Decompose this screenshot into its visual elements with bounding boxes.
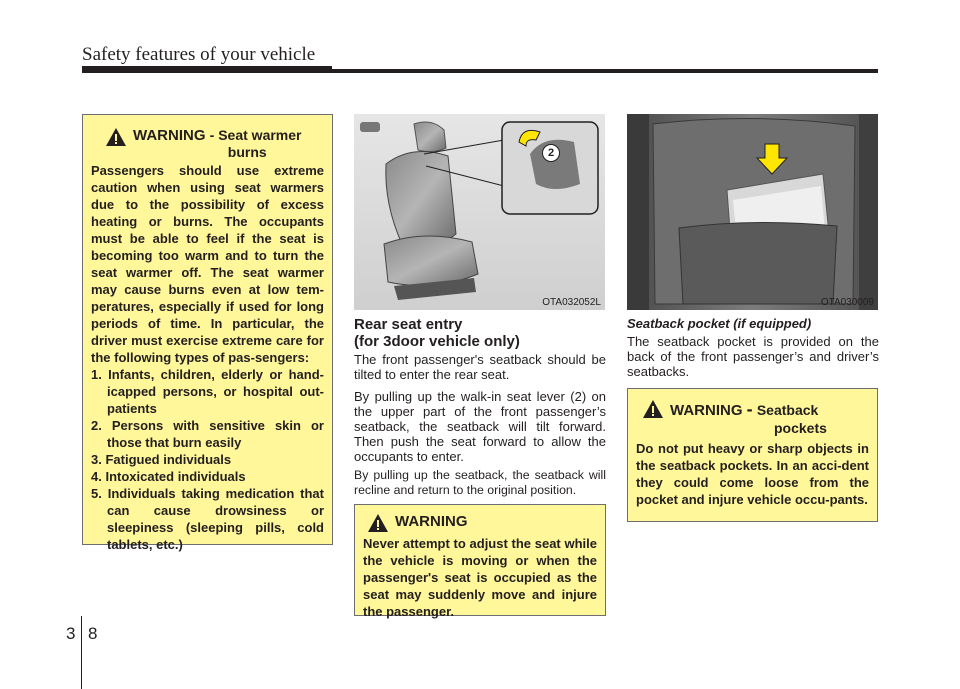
header-rule (82, 69, 878, 73)
warning-label: WARNING (670, 402, 743, 419)
warning-subtitle-line2: burns (227, 144, 267, 160)
page-number-divider (81, 616, 82, 689)
image-caption: OTA032052L (542, 297, 601, 308)
chapter-number: 3 (66, 624, 76, 643)
warning-seat-warmer-box (82, 114, 333, 552)
warning-subtitle-line2: pockets (774, 420, 827, 436)
heading-line1: Rear seat entry (354, 316, 463, 333)
seatback-pocket-para: The seatback pocket is provided on the back of the front passenger’s and driver’s seatbacks. (627, 334, 879, 379)
seatback-pocket-photo (627, 114, 878, 310)
rear-seat-entry-heading (354, 316, 606, 350)
warning-triangle-icon (105, 127, 127, 147)
warning-label: WARNING (395, 513, 468, 530)
warning-seatback-pockets-box (627, 388, 878, 522)
page-number: 8 (88, 624, 98, 643)
list-item: 3. Fatigued individuals (91, 452, 232, 467)
passenger-list (91, 366, 324, 553)
rear-seat-para-2: By pulling up the walk-in seat lever (2) on the upper part of the front passenger’s seatback, the seatback will tilt forward. Then push the seat forward to allow the occupants to enter. (354, 389, 606, 464)
heading-line2: (for 3door vehicle only) (354, 333, 520, 350)
seat-illustration (354, 114, 605, 310)
warning-body: Passengers should use extreme caution when using seat warmers due to the possibility of excess heating or burns. The occupants must be able to feel if the seat is becoming too warm and to turn the seat warmer off. The seat warmer may cause burns even at low tem-peratures, especially if used for long periods of time. In particular, the driver must exercise extreme care for the following types of pas-sengers: (91, 163, 324, 365)
seat-drawing (354, 114, 605, 310)
list-item: 5. Individuals taking medication that can cause drowsiness or sleepiness (sleeping pills, cold tablets, etc.) (91, 486, 324, 552)
warning-label: WARNING (133, 127, 206, 144)
rear-seat-para-1: The front passenger's seatback should be tilted to enter the rear seat. (354, 352, 606, 382)
warning-subtitle: Seatback (756, 402, 819, 418)
warning-pockets-title (642, 399, 869, 436)
rear-seat-para-3: By pulling up the seatback, the seatback will recline and return to the original position. (354, 468, 606, 497)
warning-triangle-icon (367, 513, 389, 533)
page-header-title: Safety features of your vehicle (82, 44, 316, 65)
seatback-pocket-heading: Seatback pocket (if equipped) (627, 316, 812, 331)
warning-triangle-icon (642, 399, 664, 419)
pocket-drawing (627, 114, 878, 310)
list-item: 4. Intoxicated individuals (91, 469, 246, 484)
image-caption: OTA030009 (820, 297, 874, 308)
warning-body: Never attempt to adjust the seat while the vehicle is moving or when the passenger's seat is occupied as the seat may suddenly move and injure the passenger. (363, 536, 597, 619)
warning-body: Do not put heavy or sharp objects in the seatback pockets. In an acci-dent they could come loose from the pocket and injure vehicle occu-pants. (636, 441, 869, 507)
warning-subtitle: - Seat warmer (209, 127, 302, 143)
warning-seat-warmer-title (105, 127, 324, 160)
list-item: 2. Persons with sensitive skin or those that burn easily (91, 418, 324, 450)
warning-adjust-title (367, 513, 597, 533)
list-item: 1. Infants, children, elderly or hand-icapped persons, or hospital out-patients (91, 367, 324, 416)
warning-adjust-seat-box (354, 504, 606, 619)
callout-number: 2 (542, 144, 560, 162)
warning-dash: - (746, 399, 753, 419)
